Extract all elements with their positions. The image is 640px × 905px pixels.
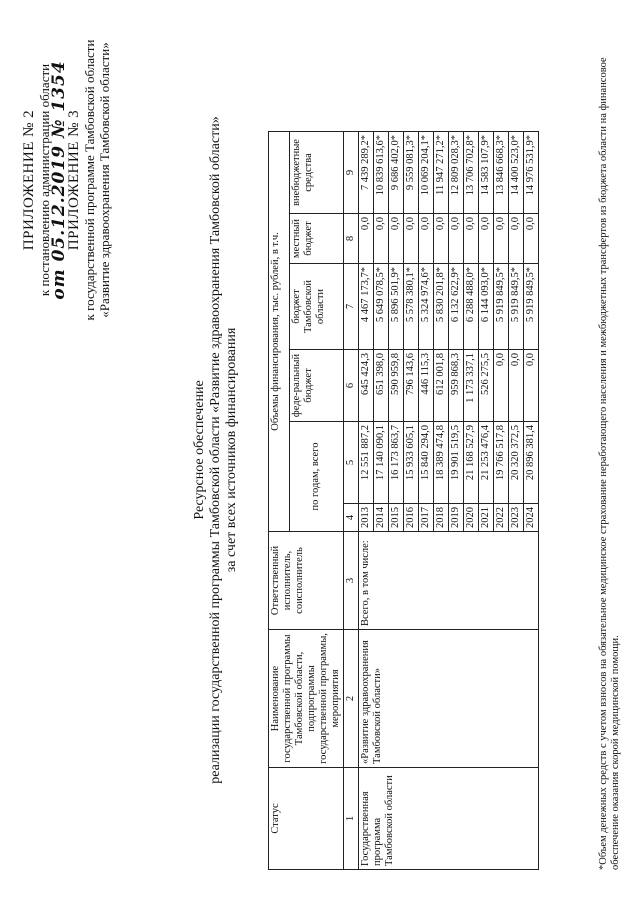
federal-cell: 526 275,5: [479, 350, 494, 422]
offbudget-cell: 12 809 028,3*: [449, 132, 464, 214]
offbudget-cell: 10 839 613,6*: [374, 132, 389, 214]
year-cell: 2023: [509, 504, 524, 532]
header-executor: Ответственный исполнитель, соисполнитель: [269, 532, 344, 630]
header-offbudget: внебюджетные средства: [289, 132, 343, 214]
local-cell: 0,0: [404, 214, 419, 264]
document-title: [192, 55, 240, 845]
local-cell: 0,0: [524, 214, 539, 264]
appendix-3-subtitle: к государственной программе Тамбовской области: [82, 39, 97, 321]
offbudget-cell: 10 069 204,1*: [419, 132, 434, 214]
regional-cell: 6 288 488,0*: [464, 264, 479, 350]
regional-cell: 5 830 201,8*: [434, 264, 449, 350]
name-cell: «Развитие здравоохранения Тамбовской области»: [359, 630, 539, 768]
appendix-header: [22, 15, 112, 345]
year-cell: 2014: [374, 504, 389, 532]
offbudget-cell: 13 706 702,8*: [464, 132, 479, 214]
total-cell: 20 320 372,5: [509, 422, 524, 504]
offbudget-cell: 13 846 668,3*: [494, 132, 509, 214]
table-body: [359, 132, 539, 870]
federal-cell: 590 959,8: [389, 350, 404, 422]
header-federal: феде-ральный бюджет: [289, 350, 343, 422]
offbudget-cell: 14 400 523,0*: [509, 132, 524, 214]
offbudget-cell: 11 947 271,2*: [434, 132, 449, 214]
regional-cell: 5 919 849,5*: [509, 264, 524, 350]
local-cell: 0,0: [419, 214, 434, 264]
local-cell: 0,0: [509, 214, 524, 264]
federal-cell: 612 001,8: [434, 350, 449, 422]
column-number-cell: 5: [344, 422, 359, 504]
local-cell: 0,0: [494, 214, 509, 264]
regional-cell: 5 578 380,1*: [404, 264, 419, 350]
federal-cell: 0,0: [524, 350, 539, 422]
table-row: [359, 132, 374, 870]
offbudget-cell: 9 686 402,0*: [389, 132, 404, 214]
local-cell: 0,0: [374, 214, 389, 264]
total-cell: 19 766 517,8: [494, 422, 509, 504]
column-number-cell: 8: [344, 214, 359, 264]
header-volumes: Объемы финансирования, тыс. рублей, в т.ч.: [269, 132, 290, 532]
regional-cell: 5 896 501,9*: [389, 264, 404, 350]
local-cell: 0,0: [464, 214, 479, 264]
total-cell: 15 840 294,0: [419, 422, 434, 504]
local-cell: 0,0: [389, 214, 404, 264]
year-cell: 2020: [464, 504, 479, 532]
federal-cell: 446 115,3: [419, 350, 434, 422]
column-number-cell: 2: [344, 630, 359, 768]
total-cell: 21 168 527,9: [464, 422, 479, 504]
federal-cell: 796 143,6: [404, 350, 419, 422]
status-cell: Государственная программа Тамбовской области: [359, 768, 539, 870]
regional-cell: 5 649 078,5*: [374, 264, 389, 350]
header-regional: бюджет Тамбовской области: [289, 264, 343, 350]
total-cell: 12 551 887,2: [359, 422, 374, 504]
executor-cell: Всего, в том числе:: [359, 532, 539, 630]
total-cell: 17 140 090,1: [374, 422, 389, 504]
year-cell: 2016: [404, 504, 419, 532]
funding-table: [268, 131, 539, 870]
total-cell: 16 173 863,7: [389, 422, 404, 504]
handwritten-date-number: от 05.12.2019 № 1354: [49, 60, 69, 300]
column-number-cell: 1: [344, 768, 359, 870]
title-line-3: за счет всех источников финансирования: [224, 327, 239, 573]
column-number-cell: 3: [344, 532, 359, 630]
title-line-1: Ресурсное обеспечение: [192, 380, 207, 520]
offbudget-cell: 9 559 081,3*: [404, 132, 419, 214]
column-number-cell: 6: [344, 350, 359, 422]
year-cell: 2019: [449, 504, 464, 532]
regional-cell: 4 467 173,7*: [359, 264, 374, 350]
federal-cell: 1 173 337,1: [464, 350, 479, 422]
regional-cell: 5 919 849,5*: [494, 264, 509, 350]
column-number-cell: 9: [344, 132, 359, 214]
federal-cell: 959 868,3: [449, 350, 464, 422]
local-cell: 0,0: [479, 214, 494, 264]
offbudget-cell: 7 439 289,2*: [359, 132, 374, 214]
column-number-cell: 4: [344, 504, 359, 532]
regional-cell: 5 324 974,6*: [419, 264, 434, 350]
header-status: Статус: [269, 768, 344, 870]
year-cell: 2015: [389, 504, 404, 532]
total-cell: 19 901 519,5: [449, 422, 464, 504]
offbudget-cell: 14 976 531,9*: [524, 132, 539, 214]
federal-cell: 651 398,0: [374, 350, 389, 422]
regional-cell: 6 132 622,9*: [449, 264, 464, 350]
federal-cell: 0,0: [509, 350, 524, 422]
year-cell: 2021: [479, 504, 494, 532]
year-cell: 2013: [359, 504, 374, 532]
header-local: местный бюджет: [289, 214, 343, 264]
header-by-year: по годам, всего: [289, 422, 343, 532]
total-cell: 18 389 474,8: [434, 422, 449, 504]
year-cell: 2022: [494, 504, 509, 532]
local-cell: 0,0: [449, 214, 464, 264]
regional-cell: 5 919 849,5*: [524, 264, 539, 350]
federal-cell: 0,0: [494, 350, 509, 422]
program-name: «Развитие здравоохранения Тамбовской области»: [97, 42, 112, 318]
header-name: Наименование государственной программы Тамбовской области, подпрограммы государственной программы, мероприятия: [269, 630, 344, 768]
total-cell: 20 896 381,4: [524, 422, 539, 504]
year-cell: 2018: [434, 504, 449, 532]
total-cell: 21 253 476,4: [479, 422, 494, 504]
year-cell: 2024: [524, 504, 539, 532]
title-line-2: реализации государственной программы Тамбовской области «Развитие здравоохранения Тамбовской области»: [208, 116, 223, 784]
regional-cell: 6 144 093,0*: [479, 264, 494, 350]
total-cell: 15 933 605,1: [404, 422, 419, 504]
header-row-1: [269, 132, 290, 870]
year-cell: 2017: [419, 504, 434, 532]
appendix-3-label: ПРИЛОЖЕНИЕ № 3: [66, 109, 82, 251]
local-cell: 0,0: [434, 214, 449, 264]
offbudget-cell: 14 583 107,9*: [479, 132, 494, 214]
footnote: *Объем денежных средств с учетом взносов на обязательное медицинское страхование неработающего населения и межбюджетных трансфертов из бюджета области на финансовое обеспечение оказания скорой медицинской помощи.: [598, 57, 621, 870]
appendix-2-label: ПРИЛОЖЕНИЕ № 2: [21, 109, 37, 251]
local-cell: 0,0: [359, 214, 374, 264]
federal-cell: 645 424,3: [359, 350, 374, 422]
column-number-row: [344, 132, 359, 870]
appendix-2-subtitle: к постановлению администрации области: [37, 63, 52, 297]
column-number-cell: 7: [344, 264, 359, 350]
